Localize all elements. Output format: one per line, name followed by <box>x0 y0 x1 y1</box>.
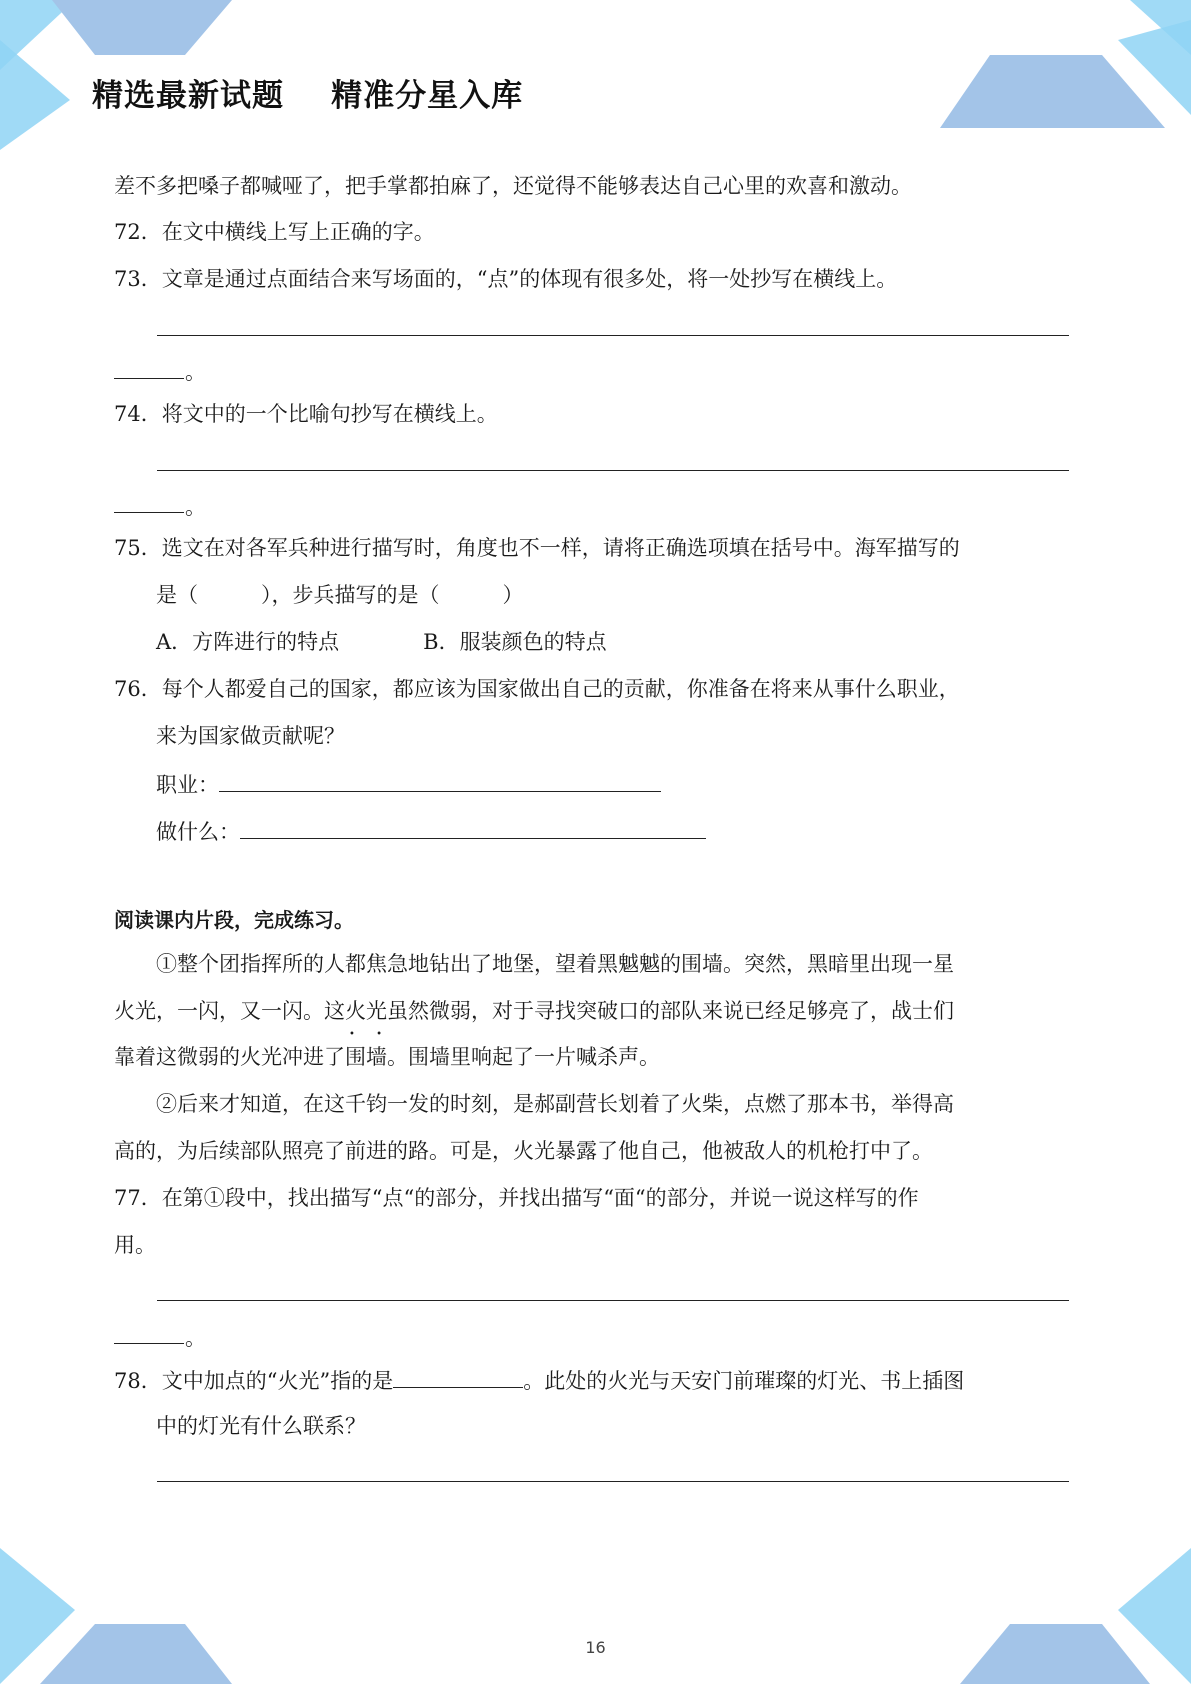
period: 。 <box>185 360 206 384</box>
period: 。 <box>185 495 206 519</box>
question-74: 74．将文中的一个比喻句抄写在横线上。 <box>114 402 498 426</box>
passage-p1-line3: 靠着这微弱的火光冲进了围墙。围墙里响起了一片喊杀声。 <box>114 1045 660 1069</box>
job-row <box>156 769 1071 799</box>
passage-line: 差不多把嗓子都喊哑了，把手掌都拍麻了，还觉得不能够表达自己心里的欢喜和激动。 <box>114 174 912 198</box>
answer-line-74-end[interactable] <box>114 512 184 513</box>
answer-line-74[interactable] <box>157 470 1069 471</box>
question-78-cont: 中的灯光有什么联系？ <box>156 1414 366 1438</box>
emphasized-fire-light: 火光 • • <box>345 999 387 1023</box>
question-75-blanks[interactable]: 是（ ），步兵描写的是（ ） <box>156 583 524 607</box>
question-78: 78．文中加点的“火光”指的是 。此处的火光与天安门前璀璨的灯光、书上插图 <box>114 1365 1071 1395</box>
passage-p2-line2: 高的，为后续部队照亮了前进的路。可是，火光暴露了他自己，他被敌人的机枪打中了。 <box>114 1139 933 1163</box>
question-77-cont: 用。 <box>114 1233 156 1257</box>
page-number: 16 <box>585 1638 606 1657</box>
answer-line-78[interactable] <box>157 1481 1069 1482</box>
job-label: 职业： <box>156 773 219 797</box>
question-76-cont: 来为国家做贡献呢？ <box>156 724 345 748</box>
question-75-options <box>156 628 1071 656</box>
option-b[interactable]: B．服装颜色的特点 <box>423 630 607 654</box>
answer-line-77-end[interactable] <box>114 1343 184 1344</box>
job-input[interactable] <box>219 769 661 792</box>
answer-line-73[interactable] <box>157 335 1069 336</box>
question-77: 77．在第①段中，找出描写“点“的部分，并找出描写“面“的部分，并说一说这样写的作 <box>114 1186 919 1210</box>
passage-p1-line1: ①整个团指挥所的人都焦急地钻出了地堡，望着黑魆魆的围墙。突然，黑暗里出现一星 <box>156 952 954 976</box>
question-72: 72．在文中横线上写上正确的字。 <box>114 220 435 244</box>
question-75: 75．选文在对各军兵种进行描写时，角度也不一样，请将正确选项填在括号中。海军描写的 <box>114 536 960 560</box>
do-row <box>156 816 1071 846</box>
passage-p1-line2: 火光，一闪，又一闪。这火光 • •虽然微弱，对于寻找突破口的部队来说已经足够亮了，战士们 <box>114 997 1071 1025</box>
period: 。 <box>185 1326 206 1350</box>
answer-line-73-end[interactable] <box>114 378 184 379</box>
page-header-title: 精选最新试题 精准分星入库 <box>92 78 524 114</box>
section-heading: 阅读课内片段，完成练习。 <box>114 908 354 932</box>
answer-line-77[interactable] <box>157 1300 1069 1301</box>
question-76: 76．每个人都爱自己的国家，都应该为国家做出自己的贡献，你准备在将来从事什么职业， <box>114 677 960 701</box>
answer-blank-78[interactable] <box>393 1365 523 1388</box>
do-input[interactable] <box>240 816 706 839</box>
do-label: 做什么： <box>156 820 240 844</box>
passage-p2-line1: ②后来才知道，在这千钧一发的时刻，是郝副营长划着了火柴，点燃了那本书，举得高 <box>156 1092 954 1116</box>
question-73: 73．文章是通过点面结合来写场面的，“点”的体现有很多处，将一处抄写在横线上。 <box>114 267 898 291</box>
option-a[interactable]: A．方阵进行的特点 <box>156 630 340 654</box>
